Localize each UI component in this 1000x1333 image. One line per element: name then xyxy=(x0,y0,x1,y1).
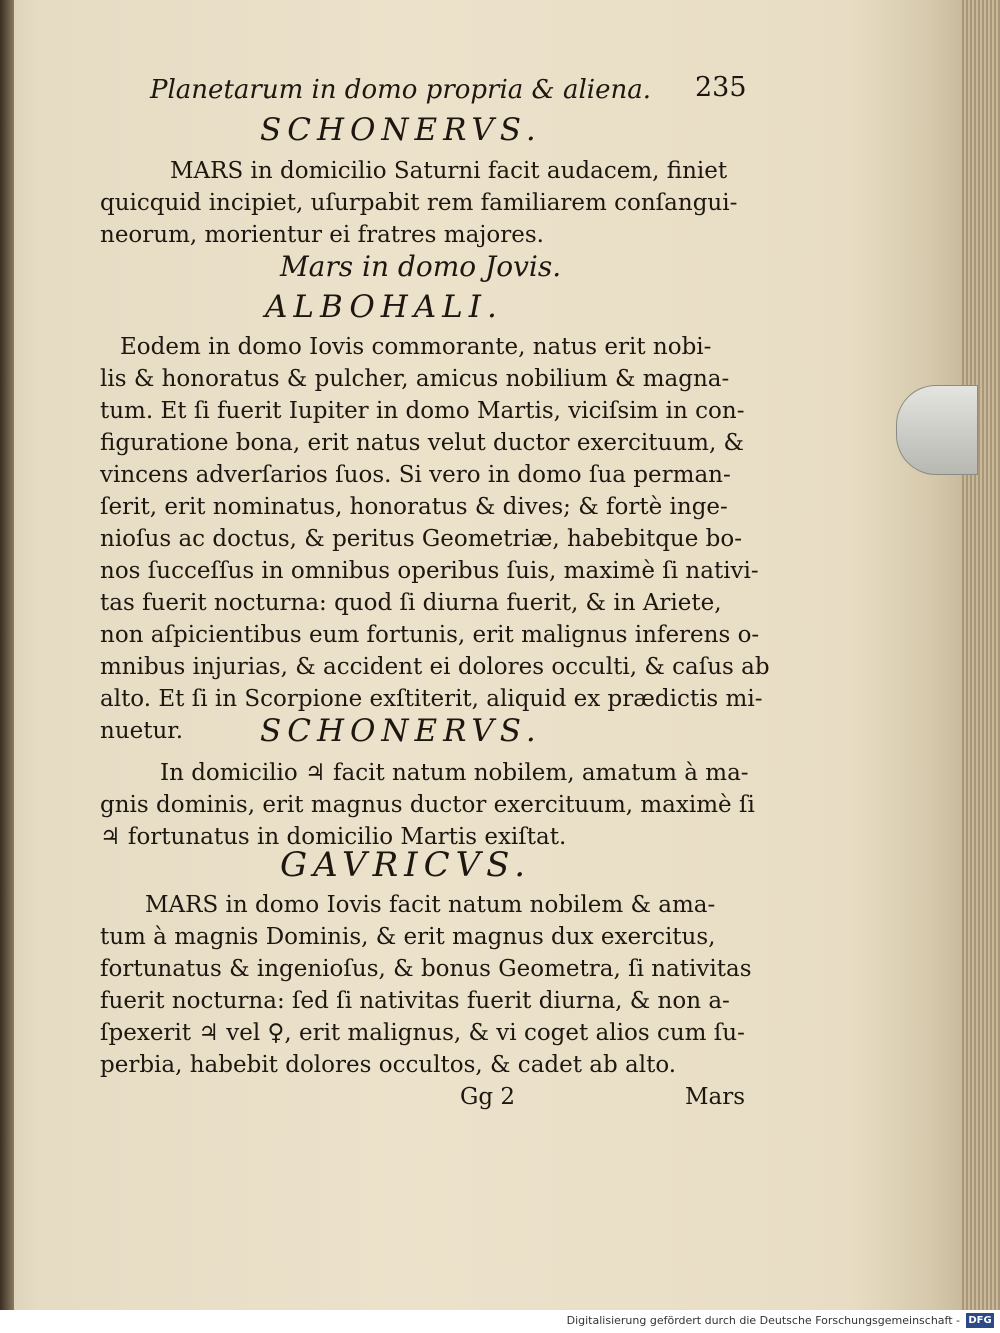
text-line: perbia, habebit dolores occultos, & cadet ab alto. xyxy=(100,1052,677,1078)
text-line: ſpexerit ♃ vel ♀, erit malignus, & vi coget alios cum ſu- xyxy=(100,1020,745,1046)
page-number: 235 xyxy=(695,72,747,103)
text-line: gnis dominis, erit magnus ductor exercituum, maximè ſi xyxy=(100,792,755,818)
text-line: tum à magnis Dominis, & erit magnus dux exercitus, xyxy=(100,924,716,950)
footer-credit: Digitalisierung gefördert durch die Deutsche Forschungsgemeinschaft - xyxy=(566,1314,960,1327)
running-title: Planetarum in domo propria & aliena. xyxy=(150,75,651,105)
text-line: tum. Et ſi fuerit Iupiter in domo Martis, viciſsim in con- xyxy=(100,398,745,424)
dfg-logo-icon: DFG xyxy=(966,1313,994,1328)
digitization-footer xyxy=(0,1310,1000,1333)
page-edges xyxy=(962,0,1000,1310)
section-heading: SCHONERVS. xyxy=(260,713,542,749)
text-line: ♃ fortunatus in domicilio Martis exiſtat. xyxy=(100,824,567,850)
text-line: vincens adverſarios ſuos. Si vero in domo ſua perman- xyxy=(100,462,731,488)
text-line: quicquid incipiet, uſurpabit rem familiarem conſangui- xyxy=(100,190,738,216)
text-line: In domicilio ♃ facit natum nobilem, amatum à ma- xyxy=(160,760,749,786)
catchword: Mars xyxy=(685,1084,746,1110)
text-line: tas fuerit nocturna: quod ſi diurna fuerit, & in Ariete, xyxy=(100,590,722,616)
page-clip xyxy=(896,385,978,475)
text-line: Eodem in domo Iovis commorante, natus erit nobi- xyxy=(120,334,712,360)
text-line: nuetur. xyxy=(100,718,184,744)
section-heading: ALBOHALI. xyxy=(265,289,503,325)
text-line: nos ſucceſſus in omnibus operibus ſuis, maximè ſi nativi- xyxy=(100,558,759,584)
book-gutter xyxy=(0,0,14,1310)
text-line: neorum, morientur ei fratres majores. xyxy=(100,222,544,248)
text-line: MARS in domo Iovis facit natum nobilem & ama- xyxy=(145,892,716,918)
text-line: alto. Et ſi in Scorpione exſtiterit, aliquid ex prædictis mi- xyxy=(100,686,763,712)
signature-mark: Gg 2 xyxy=(460,1084,516,1110)
section-subheading: Mars in domo Jovis. xyxy=(280,250,562,283)
section-heading: GAVRICVS. xyxy=(280,845,532,885)
text-line: lis & honoratus & pulcher, amicus nobilium & magna- xyxy=(100,366,730,392)
text-line: figuratione bona, erit natus velut ductor exercituum, & xyxy=(100,430,745,456)
section-heading: SCHONERVS. xyxy=(260,112,542,148)
text-line: MARS in domicilio Saturni facit audacem, finiet xyxy=(170,158,728,184)
text-line: fortunatus & ingenioſus, & bonus Geometra, ſi nativitas xyxy=(100,956,752,982)
text-line: nioſus ac doctus, & peritus Geometriæ, habebitque bo- xyxy=(100,526,743,552)
text-line: fuerit nocturna: ſed ſi nativitas fuerit diurna, & non a- xyxy=(100,988,730,1014)
text-line: ſerit, erit nominatus, honoratus & dives; & fortè inge- xyxy=(100,494,728,520)
text-line: mnibus injurias, & accident ei dolores occulti, & caſus ab xyxy=(100,654,770,680)
text-line: non aſpicientibus eum fortunis, erit malignus inferens o- xyxy=(100,622,760,648)
